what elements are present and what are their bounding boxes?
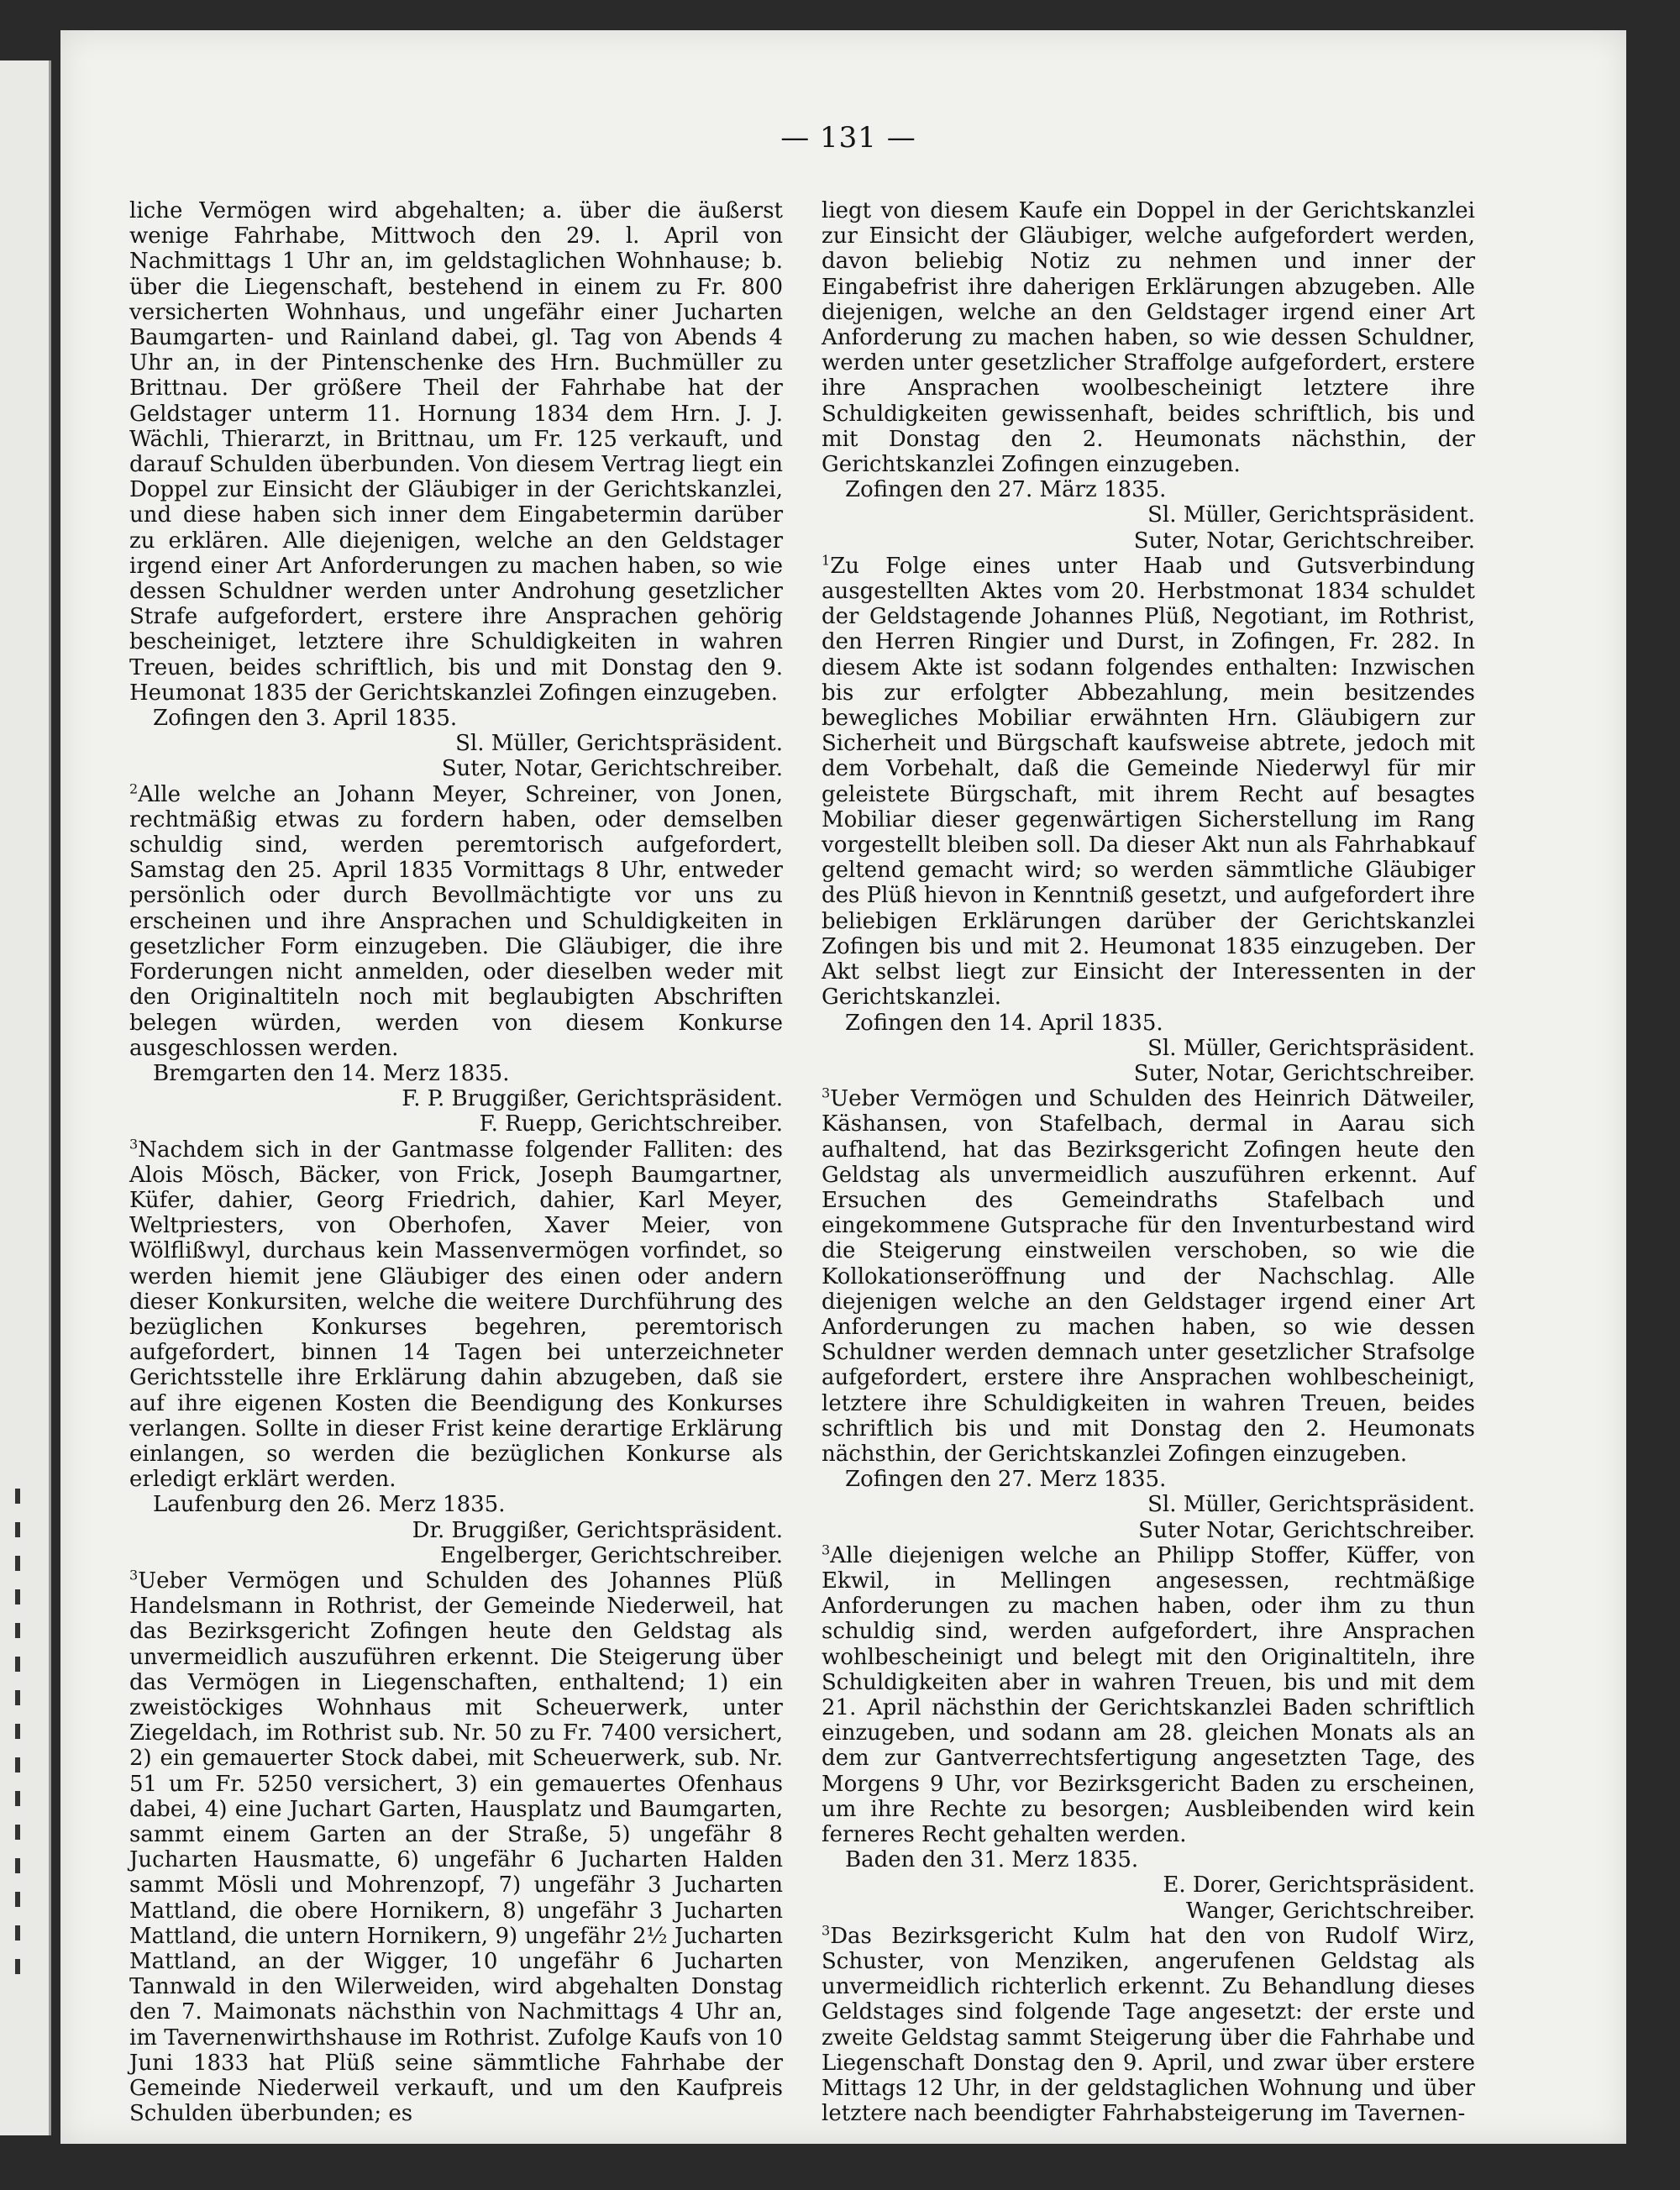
adjacent-page-edge [0, 60, 51, 2135]
notice-number: 3 [822, 1922, 831, 1939]
place-date-line: Zofingen den 14. April 1835. [845, 1010, 1163, 1036]
page-number: — 131 — [780, 121, 916, 155]
left-column [129, 198, 783, 2126]
place-date-line: Zofingen den 3. April 1835. [153, 706, 458, 732]
signature-line: F. Ruepp, Gerichtschreiber. [479, 1111, 783, 1137]
paragraph: liche Vermögen wird abgehalten; a. über die äußerst wenige Fahrhabe, Mittwoch den 29. l. April von Nachmittags 1 Uhr an, im geldstaglichen Wohnhause; b. über die Liegenschaft, bestehend in einem zu Fr. 800 versicherten Wohnhaus, und ungefähr einer Jucharten Baumgarten- und Rainland dabei, gl. Tag von Abends 4 Uhr an, in der Pintenschenke des Hrn. Buchmüller zu Brittnau. Der größere Theil der Fahrhabe hat der Geldstager unterm 11. Hornung 1834 dem Hrn. J. J. Wächli, Thierarzt, in Brittnau, um Fr. 125 verkauft, und darauf Schulden überbunden. Von diesem Vertrag liegt ein Doppel zur Einsicht der Gläubiger in der Gerichtskanzlei, und diese haben sich inner dem Eingabetermin darüber zu erklären. Alle diejenigen, welche an den Geldstager irgend einer Art Anforderungen zu machen haben, so wie dessen Schuldner werden unter Androhung gesetzlicher Strafe aufgefordert, erstere ihre Ansprachen gehörig bescheiniget, letztere ihre Schuldigkeiten in wahren Treuen, beides schriftlich, bis und mit Donstag den 9. Heumonat 1835 der Gerichtskanzlei Zofingen einzugeben. [129, 198, 783, 706]
signature-line: Suter, Notar, Gerichtschreiber. [441, 756, 783, 782]
place-date-line: Baden den 31. Merz 1835. [845, 1847, 1139, 1873]
notice-paragraph: $^3$Ueber Vermögen und Schulden des Johannes Plüß Handelsmann in Rothrist, der Gemeinde Niederweil, hat das Bezirksgericht Zofingen heute den Geldstag als unvermeidlich auszuführen erkennt. Die Steigerung über das Vermögen in Liegenschaften, enthaltend; 1) ein zweistöckiges Wohnhaus mit Scheuerwerk, unter Ziegeldach, im Rothrist sub. Nr. 50 zu Fr. 7400 versichert, 2) ein gemauerter Stock dabei, mit Scheuerwerk, sub. Nr. 51 um Fr. 5250 versichert, 3) ein gemauertes Ofenhaus dabei, 4) eine Juchart Garten, Hausplatz und Baumgarten, sammt einem Garten an der Straße, 5) ungefähr 8 Jucharten Hausmatte, 6) ungefähr 6 Jucharten Halden sammt Mösli und Mohrenzopf, 7) ungefähr 3 Jucharten Mattland, die obere Hornikern, 8) ungefähr 3 Jucharten Mattland, die untern Hornikern, 9) ungefähr 2½ Jucharten Mattland, an der Wigger, 10 ungefähr 6 Jucharten Tannwald in den Wilerweiden, wird abgehalten Donstag den 7. Maimonats nächsthin von Nachmittags 4 Uhr an, im Tavernenwirthshause im Rothrist. Zufolge Kaufs von 10 Juni 1833 hat Plüß seine sämmtliche Fahrhabe der Gemeinde Niederweil verkauft, und um den Kaufpreis Schulden überbunden; es [129, 1567, 783, 2127]
notice-paragraph: $^3$Nachdem sich in der Gantmasse folgender Falliten: des Alois Mösch, Bäcker, von Frick, Joseph Baumgartner, Küfer, dahier, Georg Friedrich, dahier, Karl Meyer, Weltpriesters, von Oberhofen, Xaver Meier, von Wölflißwyl, durchaus kein Massenvermögen vorfindet, so werden hiemit jene Gläubiger des einen oder andern dieser Konkursiten, welche die weitere Durchführung des bezüglichen Konkurses begehren, peremtorisch aufgefordert, binnen 14 Tagen bei unterzeichneter Gerichtsstelle ihre Erklärung dahin abzugeben, daß sie auf ihre eigenen Kosten die Beendigung des Konkurses verlangen. Sollte in dieser Frist keine derartige Erklärung einlangen, so werden die bezüglichen Konkurse als erledigt erklärt werden. [129, 1135, 783, 1493]
signature-line: F. P. Bruggißer, Gerichtspräsident. [402, 1086, 783, 1112]
adjacent-page-text-fragments [12, 1489, 29, 2077]
right-column [822, 198, 1475, 2126]
notice-paragraph: $^3$Das Bezirksgericht Kulm hat den von Rudolf Wirz, Schuster, von Menziken, angerufenen Geldstag als unvermeidlich richterlich erkennt. Zu Behandlung dieses Geldstages sind folgende Tage angesetzt: der erste und zweite Geldstag sammt Steigerung über die Fahrhabe und Liegenschaft Donstag den 9. April, und zwar über erstere Mittags 12 Uhr, in der geldstaglichen Wohnung und über letztere nach beendigter Fahrhabsteigerung im Tavernen- [822, 1922, 1475, 2127]
signature-line: Engelberger, Gerichtschreiber. [440, 1542, 783, 1568]
signature-line: E. Dorer, Gerichtspräsident. [1163, 1872, 1475, 1899]
signature-line: Suter Notar, Gerichtschreiber. [1138, 1517, 1475, 1543]
signature-line: Suter, Notar, Gerichtschreiber. [1133, 1060, 1475, 1086]
signature-line: Sl. Müller, Gerichtspräsident. [1147, 1035, 1475, 1061]
notice-number: 2 [129, 780, 139, 797]
notice-number: 3 [822, 1084, 831, 1101]
document-page [60, 30, 1626, 2144]
notice-paragraph: $^2$Alle welche an Johann Meyer, Schreiner, von Jonen, rechtmäßig etwas zu fordern haben, oder demselben schuldig sind, werden peremtorisch aufgefordert, Samstag den 25. April 1835 Vormittags 8 Uhr, entweder persönlich oder durch Bevollmächtigte vor uns zu erscheinen und ihre Ansprachen und Schuldigkeiten in gesetzlicher Form einzugeben. Die Gläubiger, die ihre Forderungen nicht anmelden, oder dieselben weder mit den Originaltiteln noch mit beglaubigten Abschriften belegen würden, werden von diesem Konkurse ausgeschlossen werden. [129, 780, 783, 1061]
paragraph: liegt von diesem Kaufe ein Doppel in der Gerichtskanzlei zur Einsicht der Gläubiger, welche aufgefordert werden, davon beliebig Notiz zu nehmen und inner der Eingabefrist ihre daherigen Erklärungen abzugeben. Alle diejenigen, welche an den Geldstager irgend einer Art Anforderung zu machen haben, so wie dessen Schuldner, werden unter gesetzlicher Straffolge aufgefordert, erstere ihre Ansprachen woolbescheinigt letztere ihre Schuldigkeiten gewissenhaft, beides schriftlich, bis und mit Donstag den 2. Heumonats nächsthin, der Gerichtskanzlei Zofingen einzugeben. [822, 198, 1475, 478]
notice-number: 3 [822, 1541, 831, 1558]
place-date-line: Bremgarten den 14. Merz 1835. [153, 1060, 510, 1086]
place-date-line: Zofingen den 27. Merz 1835. [845, 1467, 1167, 1493]
signature-line: Sl. Müller, Gerichtspräsident. [1147, 502, 1475, 528]
signature-line: Suter, Notar, Gerichtschreiber. [1133, 528, 1475, 554]
notice-paragraph: $^1$Zu Folge eines unter Haab und Gutsverbindung ausgestellten Aktes vom 20. Herbstmonat 1834 schuldet der Geldstagende Johannes Plüß, Negotiant, im Rothrist, den Herren Ringier und Durst, in Zofingen, Fr. 282. In diesem Akte ist sodann folgendes enthalten: Inzwischen bis zur erfolgter Abbezahlung, mein besitzendes bewegliches Mobiliar erwähnten Hrn. Gläubigern zur Sicherheit und Bürgschaft kaufsweise abtrete, jedoch mit dem Vorbehalt, daß die Gemeinde Niederwyl für mir geleistete Bürgschaft, mit ihrem Recht auf besagtes Mobiliar dieser gegenwärtigen Sicherstellung im Rang vorgestellt bleiben soll. Da dieser Akt nun als Fahrhabkauf geltend gemacht wird; so werden sämmtliche Gläubiger des Plüß hievon in Kenntniß gesetzt, und aufgefordert ihre beliebigen Erklärungen darüber der Gerichtskanzlei Zofingen bis und mit 2. Heumonat 1835 einzugeben. Der Akt selbst liegt zur Einsicht der Interessenten in der Gerichtskanzlei. [822, 552, 1475, 1011]
notice-paragraph: $^3$Alle diejenigen welche an Philipp Stoffer, Küffer, von Ekwil, in Mellingen angesessen, rechtmäßige Anforderungen zu machen haben, oder ihm zu thun schuldig sind, werden aufgefordert, ihre Ansprachen wohlbescheinigt und belegt mit den Originaltiteln, ihre Schuldigkeiten aber in wahren Treuen, bis und mit dem 21. April nächsthin der Gerichtskanzlei Baden schriftlich einzugeben, und sodann am 28. gleichen Monats als an dem zur Gantverrechtsfertigung angesetzten Tage, des Morgens 9 Uhr, vor Bezirksgericht Baden zu erscheinen, um ihre Rechte zu besorgen; Ausbleibenden wird kein ferneres Recht gehalten werden. [822, 1541, 1475, 1847]
notice-number: 3 [129, 1567, 139, 1583]
place-date-line: Laufenburg den 26. Merz 1835. [153, 1492, 506, 1518]
notice-paragraph: $^3$Ueber Vermögen und Schulden des Heinrich Dätweiler, Käshansen, von Stafelbach, dermal in Aarau sich aufhaltend, hat das Bezirksgericht Zofingen heute den Geldstag als unvermeidlich auszuführen erkennt. Auf Ersuchen des Gemeindraths Stafelbach und eingekommene Gutsprache für den Inventurbestand wird die Steigerung einstweilen verschoben, so wie die Kollokationseröffnung und der Nachschlag. Alle diejenigen welche an den Geldstager irgend einer Art Anforderungen zu machen haben, so wie dessen Schuldner werden demnach unter gesetzlicher Strafsolge aufgefordert, erstere ihre Ansprachen wohlbescheinigt, letztere ihre Schuldigkeiten in wahren Treuen, beides schriftlich bis und mit Donstag den 2. Heumonats nächsthin, der Gerichtskanzlei Zofingen einzugeben. [822, 1084, 1475, 1467]
signature-line: Wanger, Gerichtschreiber. [1185, 1898, 1475, 1924]
notice-number: 1 [822, 552, 831, 569]
place-date-line: Zofingen den 27. März 1835. [845, 477, 1167, 503]
notice-number: 3 [129, 1135, 139, 1152]
signature-line: Sl. Müller, Gerichtspräsident. [455, 731, 783, 757]
signature-line: Dr. Bruggißer, Gerichtspräsident. [412, 1517, 783, 1543]
signature-line: Sl. Müller, Gerichtspräsident. [1147, 1492, 1475, 1518]
